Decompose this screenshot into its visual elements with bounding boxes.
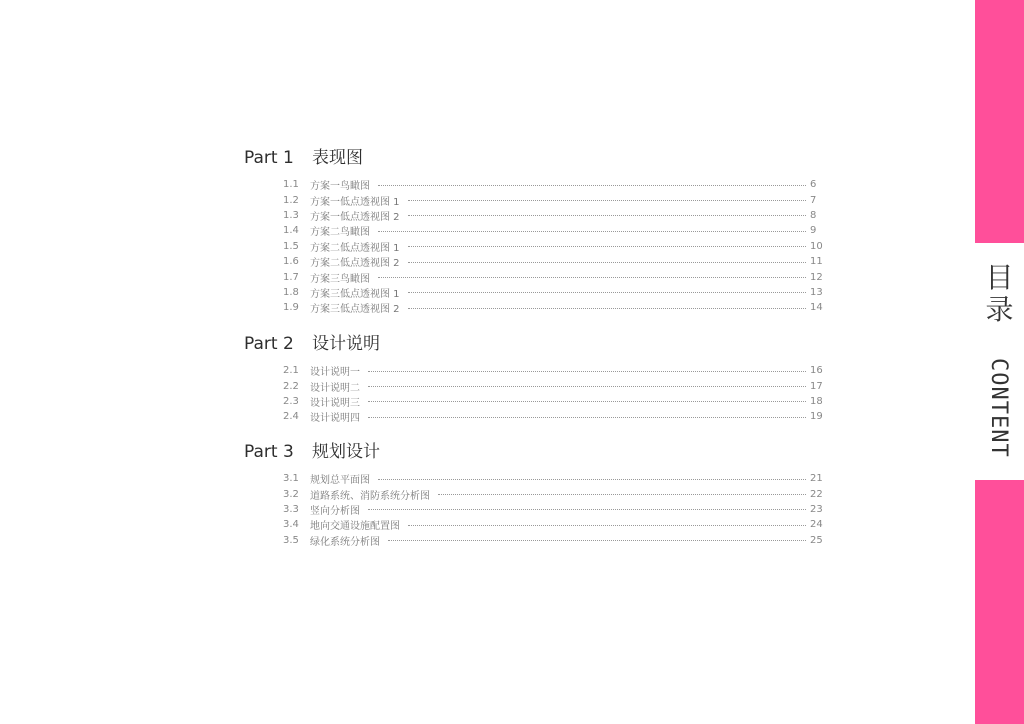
entry-title: 方案二低点透视图 1 <box>310 242 400 254</box>
entry-title: 道路系统、消防系统分析图 <box>310 490 430 502</box>
toc-entry[interactable] <box>283 394 824 409</box>
part-title: 表现图 <box>312 148 363 168</box>
toc-entry[interactable] <box>283 409 824 424</box>
entry-page: 18 <box>810 395 823 407</box>
entry-number: 1.1 <box>283 179 299 191</box>
entry-title: 竖向分析图 <box>310 505 360 517</box>
dot-leader <box>408 200 806 201</box>
part-number: Part 3 <box>244 442 294 462</box>
dot-leader <box>378 231 806 232</box>
entry-page: 24 <box>810 519 823 531</box>
entry-title: 规划总平面图 <box>310 475 370 487</box>
toc-entry[interactable] <box>283 223 824 238</box>
entry-title: 设计说明一 <box>310 367 360 379</box>
toc-entry[interactable] <box>283 239 824 254</box>
toc-entry[interactable] <box>283 208 824 223</box>
toc-entry[interactable] <box>283 517 824 532</box>
entry-number: 1.5 <box>283 240 299 252</box>
dot-leader <box>438 494 806 495</box>
entry-page: 11 <box>810 256 823 268</box>
sidebar-title-en: CONTENT <box>986 358 1011 458</box>
entry-number: 1.2 <box>283 194 299 206</box>
entry-number: 1.6 <box>283 256 299 268</box>
dot-leader <box>378 277 806 278</box>
toc-entry[interactable] <box>283 378 824 393</box>
part-heading <box>244 329 824 355</box>
entry-number: 2.2 <box>283 380 299 392</box>
entry-number: 2.3 <box>283 395 299 407</box>
entry-page: 13 <box>810 286 823 298</box>
entry-title: 方案一鸟瞰图 <box>310 181 370 193</box>
entry-list <box>283 471 824 548</box>
dot-leader <box>378 185 806 186</box>
entry-page: 22 <box>810 488 823 500</box>
entry-list <box>283 177 824 316</box>
dot-leader <box>408 308 806 309</box>
entry-title: 方案一低点透视图 1 <box>310 196 400 208</box>
entry-page: 16 <box>810 365 823 377</box>
entry-title: 设计说明三 <box>310 397 360 409</box>
entry-title: 方案一低点透视图 2 <box>310 211 400 223</box>
entry-page: 12 <box>810 271 823 283</box>
entry-page: 7 <box>810 194 817 206</box>
entry-number: 1.4 <box>283 225 299 237</box>
toc-entry[interactable] <box>283 502 824 517</box>
dot-leader <box>368 371 806 372</box>
entry-number: 2.1 <box>283 365 299 377</box>
part-heading <box>244 143 824 169</box>
dot-leader <box>388 540 806 541</box>
toc-entry[interactable] <box>283 192 824 207</box>
toc-entry[interactable] <box>283 285 824 300</box>
dot-leader <box>368 401 806 402</box>
toc-entry[interactable] <box>283 486 824 501</box>
entry-page: 14 <box>810 302 823 314</box>
toc-entry[interactable] <box>283 471 824 486</box>
entry-number: 1.3 <box>283 209 299 221</box>
part-heading <box>244 437 824 463</box>
part-title: 设计说明 <box>312 334 380 354</box>
toc-entry[interactable] <box>283 363 824 378</box>
part-title: 规划设计 <box>312 442 380 462</box>
dot-leader <box>368 386 806 387</box>
entry-title: 设计说明四 <box>310 413 360 425</box>
entry-list <box>283 363 824 425</box>
entry-page: 21 <box>810 473 823 485</box>
entry-title: 方案二鸟瞰图 <box>310 227 370 239</box>
part-number: Part 2 <box>244 334 294 354</box>
part-section <box>244 143 824 316</box>
entry-title: 设计说明二 <box>310 382 360 394</box>
toc-entry[interactable] <box>283 177 824 192</box>
entry-page: 6 <box>810 179 817 191</box>
entry-page: 23 <box>810 503 823 515</box>
toc-entry[interactable] <box>283 533 824 548</box>
entry-number: 2.4 <box>283 411 299 423</box>
entry-page: 19 <box>810 411 823 423</box>
toc-entry[interactable] <box>283 300 824 315</box>
entry-title: 地向交通设施配置图 <box>310 521 400 533</box>
part-section <box>244 329 824 425</box>
entry-title: 方案二低点透视图 2 <box>310 258 400 270</box>
entry-title: 方案三鸟瞰图 <box>310 273 370 285</box>
entry-number: 3.4 <box>283 519 299 531</box>
entry-title: 绿化系统分析图 <box>310 536 380 548</box>
entry-number: 3.5 <box>283 534 299 546</box>
content-sidebar <box>975 0 1024 724</box>
entry-page: 10 <box>810 240 823 252</box>
toc-entry[interactable] <box>283 254 824 269</box>
part-number: Part 1 <box>244 148 294 168</box>
entry-title: 方案三低点透视图 1 <box>310 288 400 300</box>
accent-bar-bottom <box>975 480 1024 724</box>
entry-title: 方案三低点透视图 2 <box>310 304 400 316</box>
dot-leader <box>408 215 806 216</box>
accent-bar-top <box>975 0 1024 243</box>
entry-page: 9 <box>810 225 817 237</box>
entry-number: 3.3 <box>283 503 299 515</box>
entry-page: 8 <box>810 209 817 221</box>
entry-page: 25 <box>810 534 823 546</box>
dot-leader <box>368 417 806 418</box>
entry-number: 3.1 <box>283 473 299 485</box>
dot-leader <box>378 479 806 480</box>
entry-number: 1.8 <box>283 286 299 298</box>
entry-number: 1.7 <box>283 271 299 283</box>
dot-leader <box>408 262 806 263</box>
dot-leader <box>408 525 806 526</box>
entry-number: 1.9 <box>283 302 299 314</box>
entry-page: 17 <box>810 380 823 392</box>
toc-entry[interactable] <box>283 269 824 284</box>
dot-leader <box>368 509 806 510</box>
entry-number: 3.2 <box>283 488 299 500</box>
part-section <box>244 437 824 548</box>
sidebar-title-cn: 目录 <box>985 261 1014 326</box>
dot-leader <box>408 246 806 247</box>
dot-leader <box>408 292 806 293</box>
